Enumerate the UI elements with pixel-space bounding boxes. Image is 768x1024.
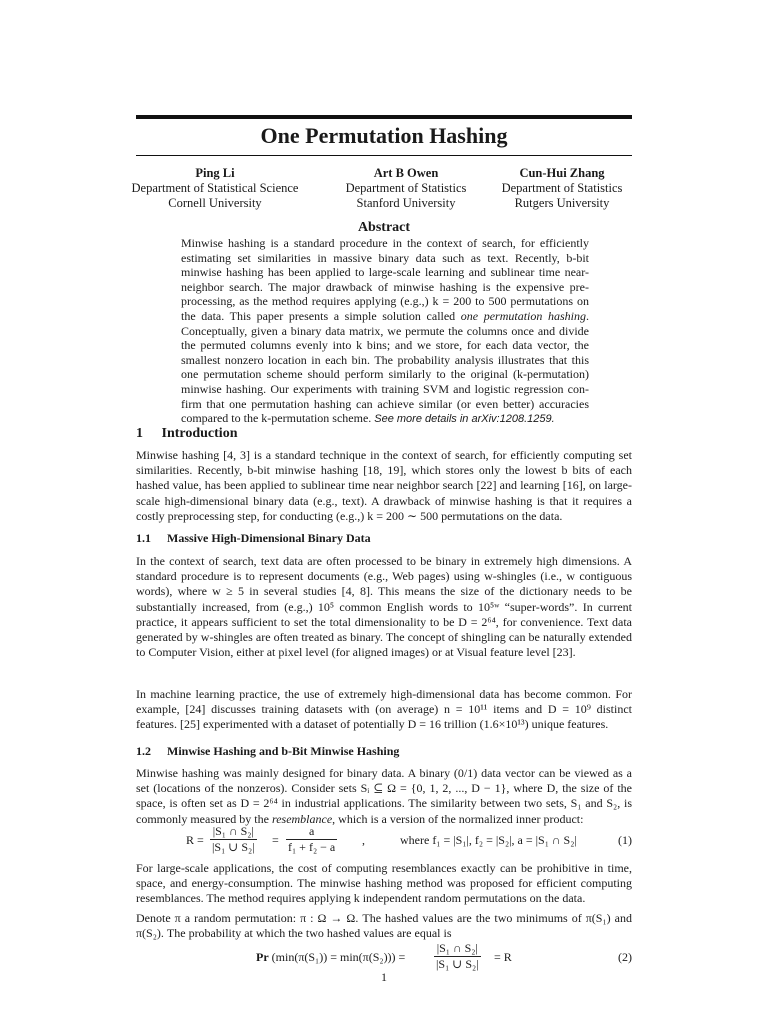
author-department: Department of Statistical Science xyxy=(131,181,299,195)
eq1-equals: = xyxy=(272,833,279,847)
page-number: 1 xyxy=(381,970,387,984)
equation-1 xyxy=(136,825,632,857)
minwise-text-b: , which is a version of the normalized inner product: xyxy=(332,811,584,826)
abstract-text-2: . Conceptually, given a binary data matrix, we permute the columns once and divide the permuted columns evenly into k bins; and we store, for each data vector, the smallest nonzero location in each bin. The probability analysis illustrates that this one permutation scheme should perform similarly to the original (k-permutation) minwise hashing. Our experiments with training SVM and logistic regression con-firm that one permutation hashing can achieve similar (or even better) accuracies compared to the k-permutation scheme. xyxy=(181,308,589,426)
eq2-fraction xyxy=(434,942,481,971)
eq1-fraction-1 xyxy=(210,825,257,854)
author-affiliation: Rutgers University xyxy=(514,196,610,210)
eq2-rhs: = R xyxy=(494,950,512,964)
fraction-denominator: f₁ + f₂ − a xyxy=(288,840,336,854)
eq2-lhs xyxy=(256,950,405,965)
author-name: Cun-Hui Zhang xyxy=(519,166,605,180)
fraction-numerator: a xyxy=(286,825,337,840)
abstract-body xyxy=(181,236,589,427)
eq1-comma: , xyxy=(362,833,365,847)
subsection-title: Minwise Hashing and b-Bit Minwise Hashing xyxy=(167,744,400,758)
author-1 xyxy=(110,166,320,211)
author-name: Art B Owen xyxy=(373,166,439,180)
subsection-title: Massive High-Dimensional Binary Data xyxy=(167,531,371,545)
fraction-denominator: |S₁ ∪ S₂| xyxy=(436,957,479,971)
section-number: 1 xyxy=(136,426,143,441)
author-2 xyxy=(326,166,486,211)
probability-operator: Pr xyxy=(256,950,269,964)
author-affiliation: Stanford University xyxy=(356,196,456,210)
subsection-number: 1.2 xyxy=(136,744,151,758)
permutation-paragraph: Denote π a random permutation: π : Ω → Ω. The hashed values are the two minimums of π(S₁) and π(S₂). The probability at which the two hashed values are equal is xyxy=(136,911,632,941)
cost-paragraph: For large-scale applications, the cost of computing resemblances exactly can be prohibitive in time, space, and energy-consumption. The minwise hashing method was proposed for efficient computing resemblances. The method requires applying k independent random permutations on the data. xyxy=(136,861,632,906)
binary-data-paragraph-1: In the context of search, text data are often processed to be binary in extremely high dimensions. A standard procedure is to represent documents (e.g., Web pages) using w-shingles (i.e., w contiguous words), where w ≥ 5 in several studies [4, 8]. This means the size of the dictionary needs to be substantially increased, from (e.g.,) 10⁵ common English words to 10⁵ʷ “super-words”. In current practice, it appears sufficient to set the total dimensionality to be D = 2⁶⁴, for convenience. Text data generated by w-shingles are often treated as binary. The concept of shingling can be naturally extended to Computer Vision, either at pixel level (for aligned images) or at Visual feature level [23]. xyxy=(136,554,632,660)
section-title: Introduction xyxy=(161,426,238,441)
intro-paragraph: Minwise hashing [4, 3] is a standard technique in the context of search, for efficiently computing set similarities. Recently, b-bit minwise hashing [18, 19], which stores only the lowest b bits of each hashed value, has been applied to sublinear time near neighbor search [22] and learning [16], on large-scale high-dimensional binary data (e.g., text). A drawback of minwise hashing is that it requires a costly preprocessing step, for conducting (e.g.,) k = 200 ∼ 500 permutations on the data. xyxy=(136,448,632,523)
author-3 xyxy=(482,166,642,211)
author-department: Department of Statistics xyxy=(345,181,467,195)
author-affiliation: Cornell University xyxy=(168,196,262,210)
fraction-numerator: |S₁ ∩ S₂| xyxy=(210,825,257,840)
author-department: Department of Statistics xyxy=(501,181,623,195)
resemblance-term: resemblance xyxy=(271,811,333,826)
eq1-where-clause: where f₁ = |S₁|, f₂ = |S₂|, a = |S₁ ∩ S₂| xyxy=(400,833,577,847)
author-name: Ping Li xyxy=(195,166,235,180)
title-bottom-rule xyxy=(136,155,632,156)
title-top-rule xyxy=(136,115,632,119)
eq1-fraction-2 xyxy=(286,825,337,854)
section-heading-introduction xyxy=(136,425,632,443)
minwise-paragraph xyxy=(136,766,632,827)
abstract-heading: Abstract xyxy=(357,220,411,235)
equation-number: (2) xyxy=(618,950,632,964)
minwise-text-a: Minwise hashing was mainly designed for binary data. A binary (0/1) data vector can be viewed as a set (locations of the nonzeros). Consider sets Sᵢ ⊆ Ω = {0, 1, 2, ..., D − 1}, where D, the size of the space, is often set as D = 2⁶⁴ in industrial applications. The similarity between two sets, S₁ and S₂, is commonly measured by the xyxy=(136,766,632,826)
subsection-number: 1.1 xyxy=(136,531,151,545)
binary-data-paragraph-2: In machine learning practice, the use of extremely high-dimensional data has become common. For example, [24] discusses training datasets with (on average) n = 10¹¹ items and D = 10⁹ distinct features. [25] experimented with a dataset of potentially D = 16 trillion (1.6×10¹³) unique features. xyxy=(136,687,632,732)
fraction-numerator: |S₁ ∩ S₂| xyxy=(434,942,481,957)
fraction-denominator: |S₁ ∪ S₂| xyxy=(212,840,255,854)
equation-number: (1) xyxy=(618,833,632,847)
subsection-heading-1-2 xyxy=(136,744,632,759)
paper-title: One Permutation Hashing xyxy=(260,123,508,148)
subsection-heading-1-1 xyxy=(136,531,632,546)
abstract-text-1: Minwise hashing is a standard procedure in the context of search, for efficiently estimating set similarities in massive binary data such as text. Recently, b-bit minwise hashing has been applied to large-scale learning and sublinear time near-neighbor search. The major drawback of minwise hashing is the expensive pre-processing, as the method requires applying (e.g.,) k = 200 to 500 permutations on the data. This paper presents a simple solution called xyxy=(181,236,589,323)
abstract-emphasis: one permutation hashing xyxy=(460,308,586,323)
eq1-lhs: R = xyxy=(186,833,204,847)
eq2-lhs-expression: (min(π(S₁)) = min(π(S₂))) = xyxy=(271,950,406,964)
abstract-see-more: See more details in arXiv:1208.1259. xyxy=(374,413,555,426)
